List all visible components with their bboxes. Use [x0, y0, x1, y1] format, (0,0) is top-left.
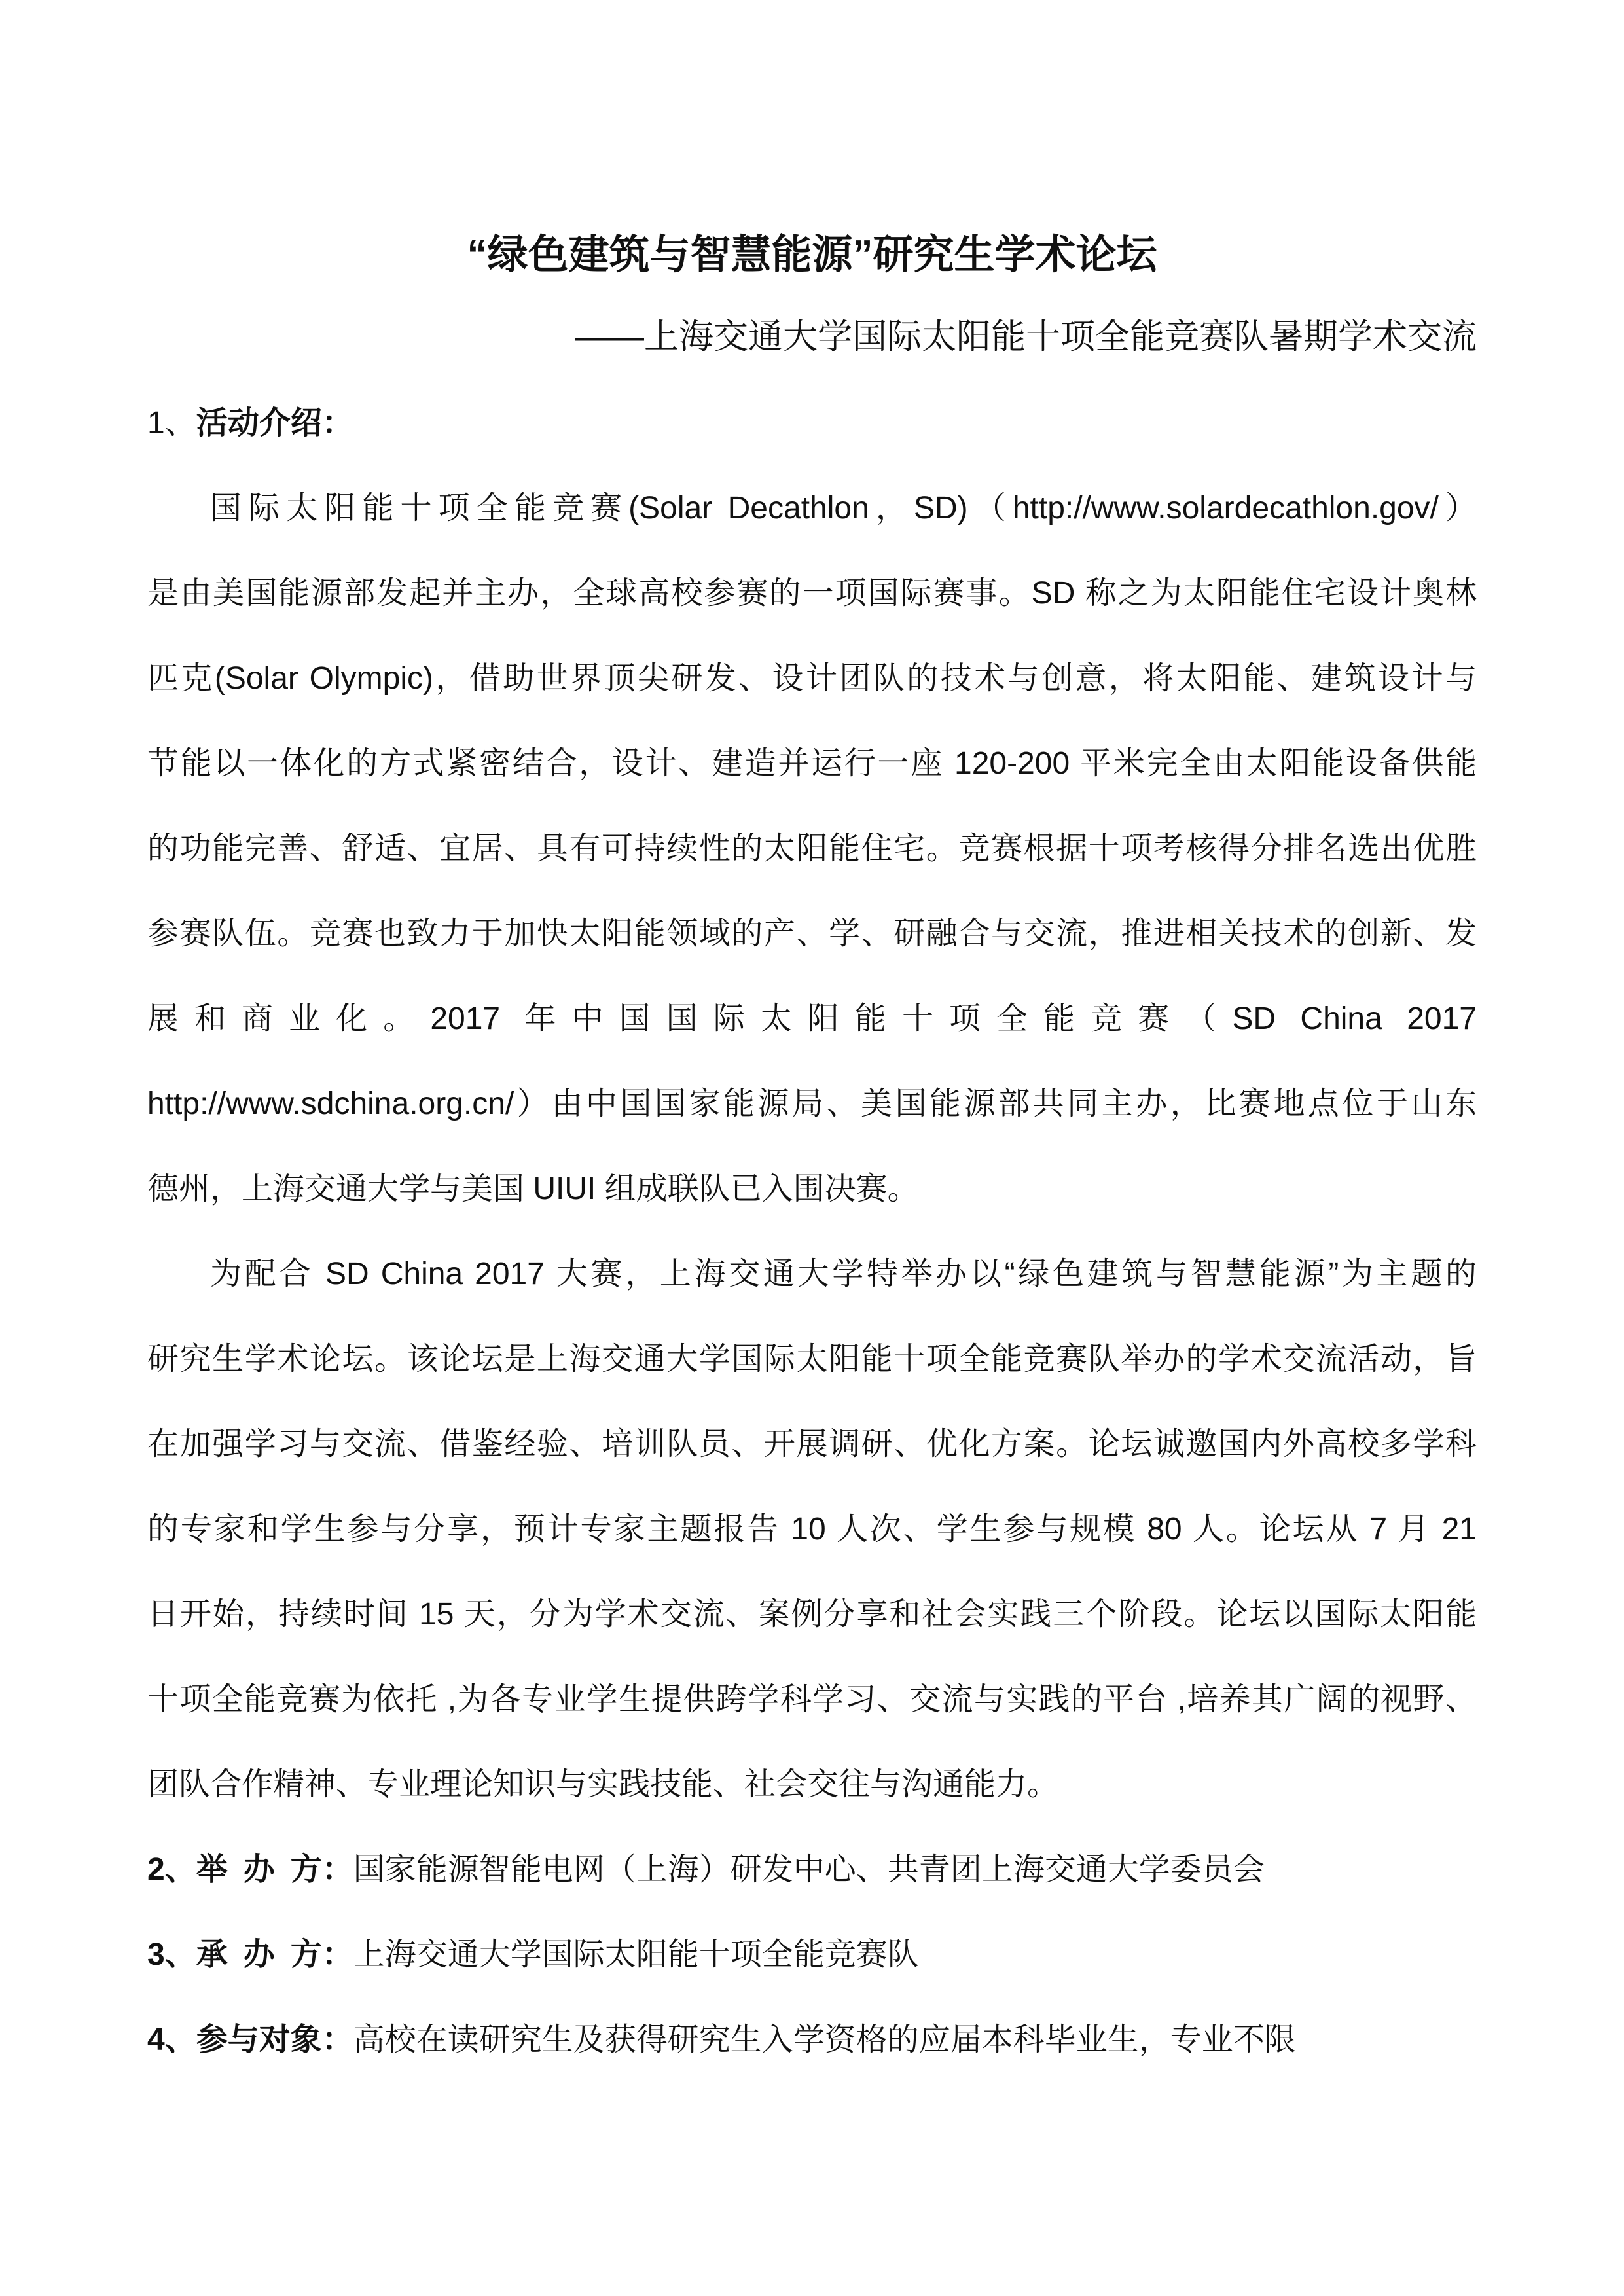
section-4-content: 高校在读研究生及获得研究生入学资格的应届本科毕业生，专业不限 — [353, 2022, 1296, 2057]
section-2-content: 国家能源智能电网（上海）研发中心、共青团上海交通大学委员会 — [353, 1852, 1265, 1887]
paragraph-2 — [147, 1232, 1477, 1827]
paragraph-line: 节能以一体化的方式紧密结合，设计、建造并运行一座 120-200 平米完全由太阳能设备供能 — [147, 746, 1477, 781]
page-title: “绿色建筑与智慧能源”研究生学术论坛 — [467, 232, 1157, 278]
section-3-label: 承 办 方 — [196, 1937, 322, 1972]
paragraph-line: 匹克(Solar Olympic)，借助世界顶尖研发、设计团队的技术与创意，将太阳能、建筑设计与 — [147, 661, 1477, 696]
section-heading-4 — [147, 1998, 1477, 2083]
section-heading-2 — [147, 1827, 1477, 1912]
document-content — [0, 232, 1624, 2083]
paragraph-line: 的功能完善、舒适、宜居、具有可持续性的太阳能住宅。竞赛根据十项考核得分排名选出优胜 — [147, 831, 1477, 866]
paragraph-line: 国际太阳能十项全能竞赛(Solar Decathlon，SD)（http://www.solardecathlon.gov/） — [210, 491, 1477, 526]
paragraph-line: 日开始，持续时间 15 天，分为学术交流、案例分享和社会实践三个阶段。论坛以国际太阳能 — [147, 1597, 1477, 1632]
paragraph-line: 的专家和学生参与分享，预计专家主题报告 10 人次、学生参与规模 80 人。论坛从 7 月 21 — [147, 1512, 1477, 1547]
section-1-label: 活动介绍 — [196, 406, 322, 440]
paragraph-line: 十项全能竞赛为依托 ,为各专业学生提供跨学科学习、交流与实践的平台 ,培养其广阔的视野、 — [147, 1682, 1477, 1717]
section-3-colon: ： — [321, 1937, 353, 1972]
paragraph-line: http://www.sdchina.org.cn/）由中国国家能源局、美国能源部共同主办，比赛地点位于山东 — [147, 1086, 1477, 1121]
section-3-number: 3、 — [147, 1937, 196, 1972]
paragraph-1 — [147, 466, 1477, 1232]
section-2-label: 举 办 方 — [196, 1852, 322, 1887]
paragraph-line: 参赛队伍。竞赛也致力于加快太阳能领域的产、学、研融合与交流，推进相关技术的创新、发 — [147, 916, 1477, 951]
paragraph-line: 德州，上海交通大学与美国 UIUI 组成联队已入围决赛。 — [147, 1172, 919, 1206]
section-2-number: 2、 — [147, 1852, 196, 1887]
paragraph-line: 是由美国能源部发起并主办，全球高校参赛的一项国际赛事。SD 称之为太阳能住宅设计奥林 — [147, 576, 1477, 611]
paragraph-line: 研究生学术论坛。该论坛是上海交通大学国际太阳能十项全能竞赛队举办的学术交流活动，旨 — [147, 1342, 1477, 1376]
section-4-colon: ： — [321, 2022, 353, 2057]
paragraph-line: 为配合 SD China 2017 大赛，上海交通大学特举办以“绿色建筑与智慧能源”为主题的 — [210, 1257, 1477, 1291]
paragraph-line: 展和商业化。2017 年中国国际太阳能十项全能竞赛（SD China 2017 — [147, 1001, 1477, 1036]
section-4-label: 参与对象 — [196, 2022, 322, 2057]
section-heading-1 — [147, 381, 1477, 466]
page-subtitle: ——上海交通大学国际太阳能十项全能竞赛队暑期学术交流 — [575, 317, 1477, 356]
section-heading-3 — [147, 1912, 1477, 1998]
paragraph-line: 团队合作精神、专业理论知识与实践技能、社会交往与沟通能力。 — [147, 1767, 1059, 1802]
section-3-content: 上海交通大学国际太阳能十项全能竞赛队 — [353, 1937, 919, 1972]
section-2-colon: ： — [321, 1852, 353, 1887]
paragraph-line: 在加强学习与交流、借鉴经验、培训队员、开展调研、优化方案。论坛诚邀国内外高校多学科 — [147, 1427, 1477, 1462]
section-1-number: 1、 — [147, 406, 196, 440]
section-1-colon: ： — [321, 406, 353, 440]
section-4-number: 4、 — [147, 2022, 196, 2057]
